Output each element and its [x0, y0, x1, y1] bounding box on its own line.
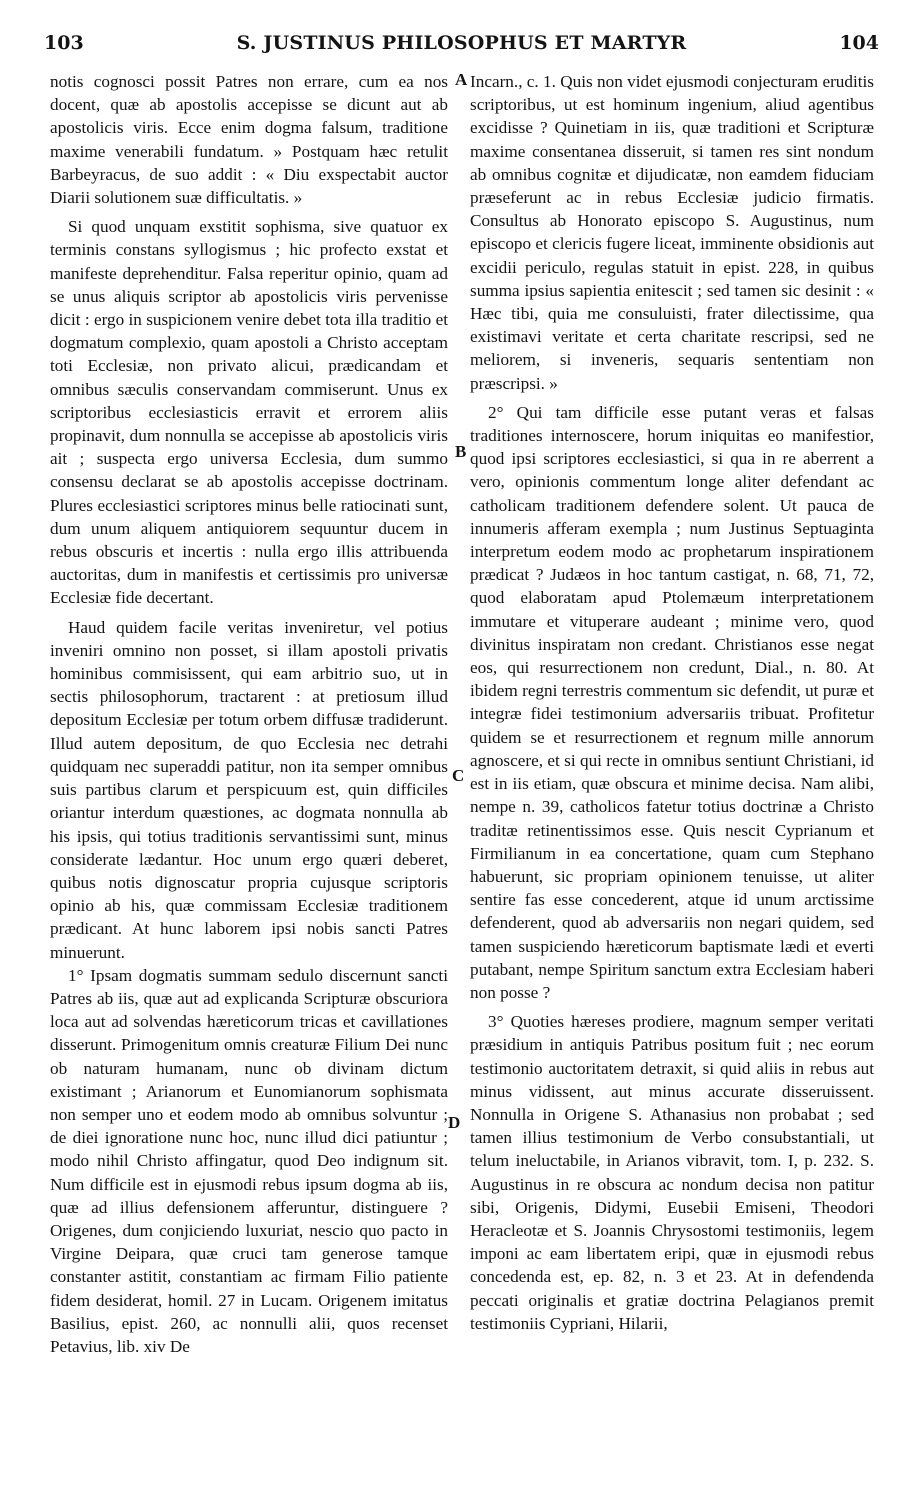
right-paragraph-1: Incarn., c. 1. Quis non videt ejusmodi conjecturam eruditis scriptoribus, ut est hominum ingenium, aliud agentibus excidisse ? Quinetiam in iis, quæ traditioni et Scripturæ maxime consentanea disseruit, si tamen res sint nondum ab omnibus cognitæ et dijudicatæ, non eamdem fiduciam præseferunt ac in rebus Ecclesiæ judicio firmatis. Consultus ab Honorato episcopo S. Augustinus, num episcopo et clericis fugere liceat, imminente obsidionis aut excidii periculo, regulas statuit in epist. 228, in quibus summa ipsius sapientia enitescit ; sed tamen sic desinit : « Hæc tibi, quia me consuluisti, frater dilectissime, qua existimavi veritate et certa charitate rescripsi, sed ne meliorem, si inveneris, sequaris sententiam non præscripsi. »: [470, 72, 874, 393]
right-column: [470, 70, 874, 1335]
left-paragraph-4: 1° Ipsam dogmatis summam sedulo discernunt sancti Patres ab iis, quæ aut ad explicanda Scripturæ obscuriora loca aut ad solvendas hæreticorum tricas et cavillationes disserunt. Primogenitum omnis creaturæ Filium Dei nunc ob naturam humanam, nunc ob divinam dictum existimant ; Arianorum et Eunomianorum sophismata non semper uno et eodem modo ab omnibus solvuntur ; de diei ignoratione nunc hoc, nunc illud dici patiuntur ; modo nihil Christo affingatur, quod Deo indignum sit. Num difficile est in ejusmodi rebus ipsum dogma ab iis, quæ ad illius defensionem afferuntur, distinguere ? Origenes, dum conjiciendo luxuriat, nescio quo pacto in Virgine Deipara, quæ cruci tam generose tamque constanter astitit, constantiam ac firmam Filio patiente fidem desiderat, homil. 27 in Lucam. Origenem imitatus Basilius, epist. 260, ac nonnulli alii, quos recenset Petavius, lib. xiv De: [50, 965, 448, 1356]
margin-letter-d: D: [448, 1113, 461, 1132]
margin-letter-b: B: [455, 442, 467, 461]
running-title: S. JUSTINUS PHILOSOPHUS ET MARTYR: [236, 32, 687, 54]
page-header: [40, 28, 883, 58]
right-paragraph-2: 2° Qui tam difficile esse putant veras et falsas traditiones internoscere, horum iniquitas eo manifestior, quod ipsi scriptores ecclesiastici, si qua in re aberrent a vero, opinionis commentum longe aliter defendant ac catholicam traditionem defendere solent. Ut pauca de innumeris afferam exempla ; num Justinus Septuaginta interpretum eodem modo ac prophetarum inspirationem prædicat ? Judæos in hoc tantum castigat, n. 68, 71, 72, quod elaboratam apud Ptolemæum interpretationem immutare et vituperare audeant ; minime vero, quod divinitus inspiratam non credant. Christianos esse negat eos, qui resurrectionem non credunt, Dial., n. 80. At ibidem regni terrestris commentum sic defendit, ut puræ et integræ fidei testimonium adversariis tribuat. Profitetur quidem se et resurrectionem et regnum mille annorum agnoscere, et si qui recte in omnibus sentiunt Christiani, id est in iis etiam, quæ obscura et minime decisa. Nam alibi, nempe n. 39, catholicos fatetur totius doctrinæ a Christo traditæ retinentissimos esse. Quis nescit Cyprianum et Firmilianum in ea concertatione, quam cum Stephano habuerunt, sic propriam opinionem tenuisse, ut aliter sentire fas esse concederent, atque id unum arctissime defenderent, quod ab adversariis non negari quidem, sed tamen suspiciendo hæreticorum baptismate lædi et everti putabant, nempe Spiritum sanctum extra Ecclesiam haberi non posse ?: [470, 402, 874, 1002]
page-number-left: 103: [44, 32, 84, 54]
left-column: [50, 70, 448, 1358]
left-paragraph-1: notis cognosci possit Patres non errare, cum ea nos docent, quæ ab apostolis accepisse se dicunt aut ab apostolicis viris. Ecce enim dogma falsum, traditione maxime venerabili fundatum. » Postquam hæc retulit Barbeyracus, de suo addit : « Diu exspectabit auctor Diarii solutionem suæ difficultatis. »: [50, 72, 448, 208]
right-paragraph-3: 3° Quoties hæreses prodiere, magnum semper veritati præsidium in antiquis Patribus positum fuit ; nec eorum testimonio auctoritatem detraxit, si quid aliis in rebus aut minus vidissent, aut minus accurate disseruissent. Nonnulla in Origene S. Athanasius non probabat ; sed tamen illius testimonium de Verbo consubstantiali, ut telum ineluctabile, in Arianos vibravit, tom. I, p. 232. S. Augustinus in re obscura ac nondum decisa non patitur sibi, Origenis, Didymi, Eusebii Emiseni, Theodori Heracleotæ et S. Joannis Chrysostomi testimoniis, legem imponi ac eam libertatem eripi, quæ in ejusmodi rebus concedenda est, ep. 82, n. 3 et 23. At in defendenda peccati originalis et gratiæ doctrina Pelagianos premit testimoniis Cypriani, Hilarii,: [470, 1012, 874, 1333]
left-paragraph-2: Si quod unquam exstitit sophisma, sive quatuor ex terminis constans syllogismus ; hic profecto exstat et manifeste deprehenditur. Falsa reperitur opinio, quam ad se unus aliquis scriptor ab apostolicis viris pervenisse dicit : ergo in suspicionem venire debet tota illa traditio et dogmatum complexio, quam apostoli a Christo acceptam toti Ecclesiæ, non privato alicui, prædicandam et omnibus sæculis conservandam commiserunt. Unus ex scriptoribus ecclesiasticis erravit et errorem aliis propinavit, dum nonnulla se accepisse ab apostolicis viris ait ; suspecta ergo universa Ecclesia, dum summo consensu declarat se ab apostolis accepisse doctrinam. Plures ecclesiastici scriptores minus belle ratiocinati sunt, dum unum aliquem antiquiorem sequuntur ducem in rebus obscuris et incertis : nulla ergo illis attribuenda auctoritas, dum in manifestis et certissimis pro universæ Ecclesiæ fide decertant.: [50, 217, 448, 608]
left-paragraph-3: Haud quidem facile veritas inveniretur, vel potius inveniri omnino non posset, si illam apostoli privatis hominibus commisissent, qui eam arbitrio suo, ut in sectis philosophorum, tractarent : at pretiosum illud depositum Ecclesiæ per totum orbem diffusæ tradiderunt. Illud autem depositum, de quo Ecclesia nec detrahi quidquam nec superaddi patitur, non ita semper omnibus suis partibus clarum et perspicuum est, quin difficiles oriantur interdum quæstiones, ac dogmata nonnulla ab his ipsis, qui totius traditionis servantissimi sunt, minus considerate lædantur. Hoc unum ergo quæri deberet, quibus notis dignoscatur propria cujusque scriptoris opinio ab his, quæ commissam Ecclesiæ traditionem prædicant. At hunc laborem ipsi nobis sancti Patres minuerunt.: [50, 617, 448, 962]
margin-letter-a: A: [455, 70, 468, 89]
page-number-right: 104: [839, 32, 879, 54]
margin-letter-c: C: [452, 766, 465, 785]
